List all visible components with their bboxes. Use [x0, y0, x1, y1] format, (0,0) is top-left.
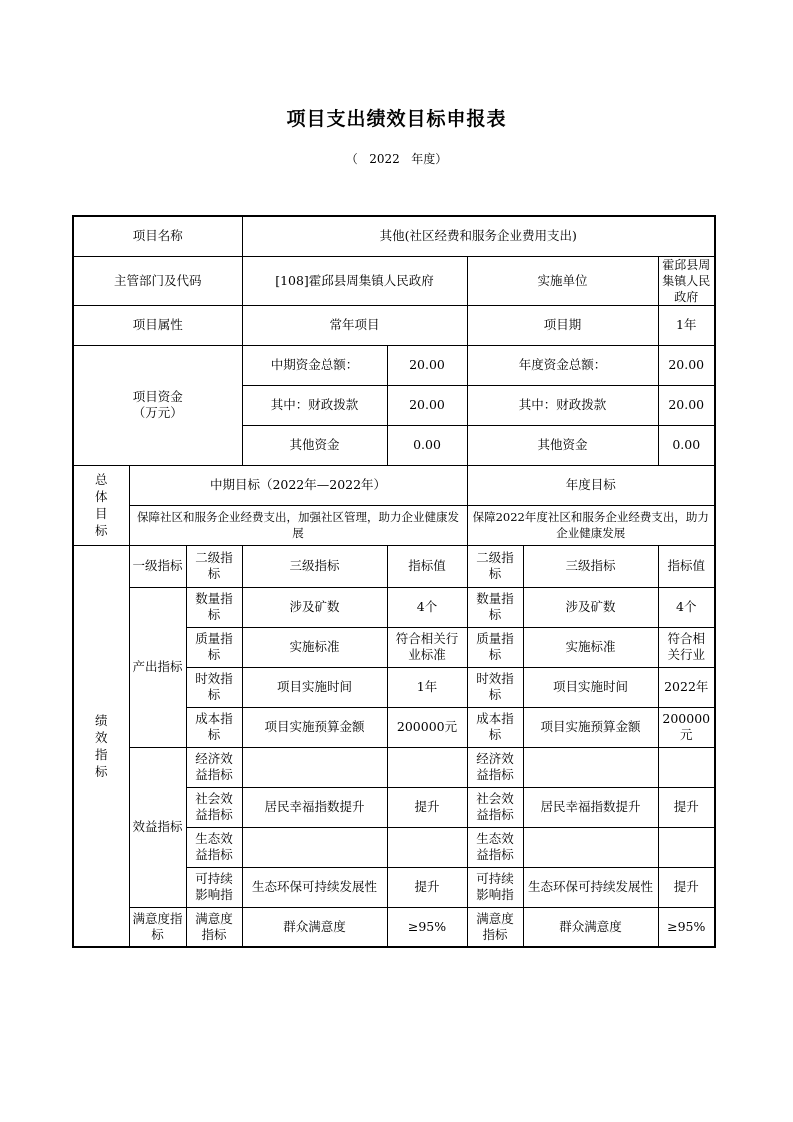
- row-department: [73, 256, 715, 305]
- header-level3-b: 三级指标: [523, 545, 658, 587]
- row-value: [387, 587, 467, 627]
- mid-other-value: 0.00: [387, 425, 467, 465]
- row-level2-b-text: 时效指标: [476, 671, 514, 702]
- dept-value: [108]霍邱县周集镇人民政府: [242, 256, 467, 305]
- row-level2: [186, 827, 242, 867]
- row-level2-b: [467, 867, 523, 907]
- row-level2-text: 社会效益指标: [195, 791, 233, 822]
- row-project-name: [73, 216, 715, 256]
- header-value-b: 指标值: [658, 545, 715, 587]
- header-level3: 三级指标: [242, 545, 387, 587]
- header-level1: 一级指标: [129, 545, 186, 587]
- mid-goal-header: 中期目标（2022年—2022年）: [129, 465, 467, 505]
- funds-label-line2: （万元）: [132, 405, 183, 420]
- row-value-text: 提升: [414, 879, 440, 894]
- row-level3: 生态环保可持续发展性: [242, 867, 387, 907]
- header-level2-b: 二级指标: [467, 545, 523, 587]
- row-level3: 群众满意度: [242, 907, 387, 947]
- row-level2: [186, 627, 242, 667]
- row-level2-text: 时效指标: [195, 671, 233, 702]
- year-total-value: 20.00: [658, 345, 715, 385]
- year-fiscal-value: 20.00: [658, 385, 715, 425]
- impl-unit-label: 实施单位: [467, 256, 658, 305]
- mid-total-label: 中期资金总额：: [242, 345, 387, 385]
- row-level2-b-text: 生态效益指标: [476, 831, 514, 862]
- attr-label: 项目属性: [73, 305, 242, 345]
- indicators-section-label: [73, 545, 129, 947]
- row-level2-text: 满意度指标: [195, 910, 233, 942]
- row-level3: [242, 827, 387, 867]
- row-value: [387, 787, 467, 827]
- row-level2: [186, 787, 242, 827]
- attr-value: 常年项目: [242, 305, 467, 345]
- row-level2-b: [467, 587, 523, 627]
- mid-other-label: 其他资金: [242, 425, 387, 465]
- row-level2-text: 可持续影响指: [195, 871, 233, 902]
- row-level3-b: 群众满意度: [523, 907, 658, 947]
- row-value-text: 符合相关行业标准: [395, 631, 459, 662]
- row-value-b-text: 2022年: [664, 679, 709, 694]
- funds-label: [73, 345, 242, 465]
- table-row: [73, 587, 715, 627]
- row-level3-b: [523, 747, 658, 787]
- row-level2-text: 生态效益指标: [195, 831, 233, 862]
- row-level2-text: 经济效益指标: [195, 751, 233, 782]
- funds-label-line1: 项目资金: [132, 389, 183, 404]
- mid-goal-text: 保障社区和服务企业经费支出，加强社区管理，助力企业健康发展: [129, 505, 467, 545]
- row-value-b: [658, 707, 715, 747]
- row-level3: [242, 747, 387, 787]
- row-value-b: [658, 907, 715, 947]
- period-value: 1年: [658, 305, 715, 345]
- row-level2-b: [467, 747, 523, 787]
- row-attribute: [73, 305, 715, 345]
- row-level2-b-text: 社会效益指标: [476, 791, 514, 822]
- row-level2-b-text: 质量指标: [476, 631, 514, 662]
- row-level3: 项目实施预算金额: [242, 707, 387, 747]
- table-row: [73, 907, 715, 947]
- year-fiscal-label: 其中：财政拨款: [467, 385, 658, 425]
- row-level3-b: 居民幸福指数提升: [523, 787, 658, 827]
- form-year: （ 2022 年度）: [345, 152, 448, 166]
- row-level2: [186, 867, 242, 907]
- row-value-text: 4个: [416, 599, 438, 614]
- satisfaction-label-text: 满意度指标: [132, 910, 183, 942]
- row-level2-b: [467, 787, 523, 827]
- row-value-b: [658, 747, 715, 787]
- year-total-label: 年度资金总额：: [467, 345, 658, 385]
- row-level2: [186, 707, 242, 747]
- row-value-b-text: 提升: [673, 799, 699, 814]
- row-value-text: ≥95%: [407, 918, 447, 934]
- row-value: [387, 907, 467, 947]
- row-level2: [186, 907, 242, 947]
- row-value: [387, 867, 467, 907]
- row-level3-b: 涉及矿数: [523, 587, 658, 627]
- period-label: 项目期: [467, 305, 658, 345]
- row-level3: 实施标准: [242, 627, 387, 667]
- indicators-section-text: 绩效指标: [94, 712, 108, 779]
- goals-label: [73, 465, 129, 545]
- row-level2: [186, 587, 242, 627]
- row-value-text: 提升: [414, 799, 440, 814]
- row-value-b: [658, 867, 715, 907]
- row-level2-b: [467, 707, 523, 747]
- year-other-value: 0.00: [658, 425, 715, 465]
- row-level3-b: 实施标准: [523, 627, 658, 667]
- output-indicator-label: 产出指标: [129, 587, 186, 747]
- row-level2-b-text: 经济效益指标: [476, 751, 514, 782]
- row-level2-b: [467, 907, 523, 947]
- row-value-text: 200000元: [396, 719, 458, 734]
- header-value: 指标值: [387, 545, 467, 587]
- row-value-b-text: 符合相关行业: [667, 631, 705, 662]
- row-level2-b-text: 满意度指标: [476, 910, 514, 942]
- impl-unit-value: 霍邱县周集镇人民政府: [658, 256, 715, 305]
- row-value: [387, 627, 467, 667]
- row-value: [387, 707, 467, 747]
- row-value-b: [658, 667, 715, 707]
- row-level3: 项目实施时间: [242, 667, 387, 707]
- row-level2: [186, 667, 242, 707]
- row-level3-b: 项目实施时间: [523, 667, 658, 707]
- form-title: 项目支出绩效目标申报表: [286, 108, 507, 130]
- row-value-b-text: 200000元: [662, 711, 711, 742]
- row-level2-b-text: 可持续影响指: [476, 871, 514, 902]
- row-level2-b-text: 数量指标: [476, 591, 514, 622]
- row-level3: 涉及矿数: [242, 587, 387, 627]
- mid-total-value: 20.00: [387, 345, 467, 385]
- row-value-b: [658, 587, 715, 627]
- row-funds-total: [73, 345, 715, 385]
- row-value-b: [658, 787, 715, 827]
- row-level3-b: [523, 827, 658, 867]
- project-name-value: 其他(社区经费和服务企业费用支出): [242, 216, 715, 256]
- table-row: [73, 747, 715, 787]
- satisfaction-indicator-label: [129, 907, 186, 947]
- dept-label: 主管部门及代码: [73, 256, 242, 305]
- performance-form-table: [72, 215, 716, 948]
- row-level2-b: [467, 667, 523, 707]
- row-value-b: [658, 627, 715, 667]
- goals-label-text: 总体目标: [94, 472, 108, 538]
- benefit-indicator-label: 效益指标: [129, 747, 186, 907]
- row-value-b: [658, 827, 715, 867]
- row-value: [387, 747, 467, 787]
- row-level3-b: 项目实施预算金额: [523, 707, 658, 747]
- row-value-b-text: ≥95%: [667, 918, 706, 934]
- year-goal-text: 保障2022年度社区和服务企业经费支出，助力企业健康发展: [467, 505, 715, 545]
- row-value-b-text: 提升: [673, 879, 699, 894]
- row-value: [387, 827, 467, 867]
- mid-fiscal-label: 其中：财政拨款: [242, 385, 387, 425]
- row-value-text: 1年: [416, 679, 438, 694]
- header-level2: 二级指标: [186, 545, 242, 587]
- row-level3: 居民幸福指数提升: [242, 787, 387, 827]
- row-value: [387, 667, 467, 707]
- row-level2-text: 成本指标: [195, 711, 233, 742]
- year-other-label: 其他资金: [467, 425, 658, 465]
- row-goals-header: [73, 465, 715, 505]
- row-level2-b-text: 成本指标: [476, 711, 514, 742]
- row-level2-text: 质量指标: [195, 631, 233, 662]
- row-level2-text: 数量指标: [195, 591, 233, 622]
- row-level2: [186, 747, 242, 787]
- mid-fiscal-value: 20.00: [387, 385, 467, 425]
- year-goal-header: 年度目标: [467, 465, 715, 505]
- row-level2-b: [467, 827, 523, 867]
- row-indicator-header: [73, 545, 715, 587]
- project-name-label: 项目名称: [73, 216, 242, 256]
- row-goals-text: [73, 505, 715, 545]
- row-value-b-text: 4个: [676, 599, 697, 614]
- row-level3-b: 生态环保可持续发展性: [523, 867, 658, 907]
- row-level2-b: [467, 627, 523, 667]
